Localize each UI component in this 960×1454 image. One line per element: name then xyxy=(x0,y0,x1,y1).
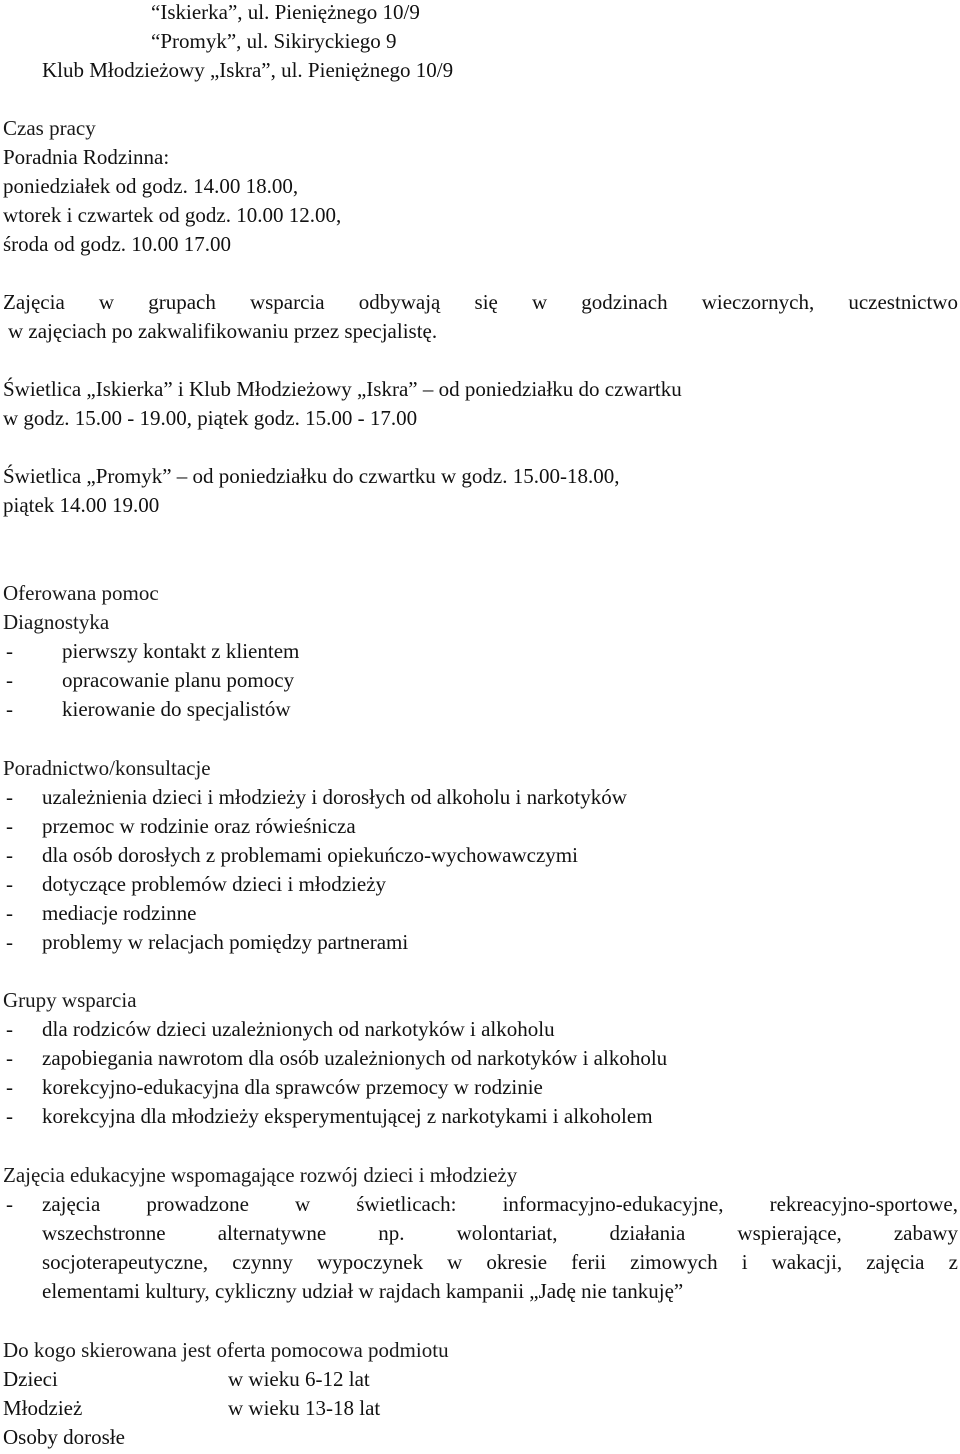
diagnostics-heading: Diagnostyka xyxy=(3,610,110,634)
education-heading: Zajęcia edukacyjne wspomagające rozwój dzieci i młodzieży xyxy=(3,1163,518,1187)
counseling-item: dla osób dorosłych z problemami opiekuńczo-wychowawczymi xyxy=(42,843,578,867)
word: zajęcia xyxy=(42,1192,101,1216)
support-group-item: zapobiegania nawrotom dla osób uzależnionych od narkotyków i alkoholu xyxy=(42,1046,668,1070)
dash-bullet: - xyxy=(6,668,13,692)
education-line1 xyxy=(42,1190,958,1219)
hours-heading: Czas pracy xyxy=(3,116,96,140)
word: działania xyxy=(609,1221,686,1245)
iskierka-hours-line1: Świetlica „Iskierka” i Klub Młodzieżowy „Iskra” – od poniedziałku do czwartku xyxy=(3,377,682,401)
word: socjoterapeutyczne, xyxy=(42,1250,209,1274)
word: wieczornych, xyxy=(701,290,815,314)
support-group-item: korekcyjno-edukacyjna dla sprawców przemocy w rodzinie xyxy=(42,1075,543,1099)
support-group-item: korekcyjna dla młodzieży eksperymentującej z narkotykami i alkoholem xyxy=(42,1104,653,1128)
word: w xyxy=(98,290,115,314)
word: zimowych xyxy=(630,1250,718,1274)
word: godzinach xyxy=(581,290,668,314)
dash-bullet: - xyxy=(6,1017,13,1041)
word: zabawy xyxy=(893,1221,958,1245)
offer-heading: Oferowana pomoc xyxy=(3,581,159,605)
word: z xyxy=(948,1250,958,1274)
word: okresie xyxy=(486,1250,548,1274)
dash-bullet: - xyxy=(6,639,13,663)
dash-bullet: - xyxy=(6,814,13,838)
education-line2 xyxy=(42,1219,958,1248)
target-value: w wieku 6-12 lat xyxy=(228,1367,370,1391)
word: rekreacyjno-sportowe, xyxy=(769,1192,958,1216)
dash-bullet: - xyxy=(6,1192,13,1216)
address-iskierka: “Iskierka”, ul. Pieniężnego 10/9 xyxy=(151,0,420,24)
word: wsparcia xyxy=(249,290,325,314)
promyk-hours-line2: piątek 14.00 19.00 xyxy=(3,493,160,517)
hours-wednesday: środa od godz. 10.00 17.00 xyxy=(3,232,232,256)
counseling-item: uzależnienia dzieci i młodzieży i dorosłych od alkoholu i narkotyków xyxy=(42,785,627,809)
counseling-heading: Poradnictwo/konsultacje xyxy=(3,756,211,780)
education-line3 xyxy=(42,1248,958,1277)
support-group-item: dla rodziców dzieci uzależnionych od narkotyków i alkoholu xyxy=(42,1017,555,1041)
target-value: w wieku 13-18 lat xyxy=(228,1396,381,1420)
target-heading: Do kogo skierowana jest oferta pomocowa podmiotu xyxy=(3,1338,449,1362)
groups-text-line2: w zajęciach po zakwalifikowaniu przez specjalistę. xyxy=(8,319,438,343)
word: i xyxy=(741,1250,748,1274)
word: wolontariat, xyxy=(456,1221,558,1245)
word: świetlicach: xyxy=(356,1192,457,1216)
dash-bullet: - xyxy=(6,1046,13,1070)
word: ferii xyxy=(571,1250,607,1274)
word: zajęcia xyxy=(866,1250,925,1274)
word: wypoczynek xyxy=(316,1250,424,1274)
dash-bullet: - xyxy=(6,843,13,867)
target-label: Osoby dorosłe xyxy=(3,1425,125,1449)
education-line4: elementami kultury, cykliczny udział w rajdach kampanii „Jadę nie tankuję” xyxy=(42,1279,684,1303)
word: w xyxy=(531,290,548,314)
counseling-item: problemy w relacjach pomiędzy partnerami xyxy=(42,930,409,954)
diagnostics-item: pierwszy kontakt z klientem xyxy=(62,639,300,663)
word: w xyxy=(295,1192,311,1216)
word: w xyxy=(447,1250,463,1274)
diagnostics-item: opracowanie planu pomocy xyxy=(62,668,295,692)
diagnostics-item: kierowanie do specjalistów xyxy=(62,697,291,721)
word: się xyxy=(474,290,498,314)
counseling-item: mediacje rodzinne xyxy=(42,901,197,925)
dash-bullet: - xyxy=(6,785,13,809)
word: informacyjno-edukacyjne, xyxy=(502,1192,724,1216)
target-label: Dzieci xyxy=(3,1367,58,1391)
word: uczestnictwo xyxy=(848,290,958,314)
word: wszechstronne xyxy=(42,1221,166,1245)
target-label: Młodzież xyxy=(3,1396,83,1420)
promyk-hours-line1: Świetlica „Promyk” – od poniedziałku do czwartku w godz. 15.00-18.00, xyxy=(3,464,620,488)
support-groups-heading: Grupy wsparcia xyxy=(3,988,137,1012)
dash-bullet: - xyxy=(6,697,13,721)
hours-subheading: Poradnia Rodzinna: xyxy=(3,145,170,169)
address-promyk: “Promyk”, ul. Sikiryckiego 9 xyxy=(151,29,397,53)
word: odbywają xyxy=(358,290,441,314)
counseling-item: przemoc w rodzinie oraz rówieśnicza xyxy=(42,814,356,838)
word: wakacji, xyxy=(771,1250,843,1274)
word: np. xyxy=(378,1221,405,1245)
dash-bullet: - xyxy=(6,901,13,925)
dash-bullet: - xyxy=(6,1075,13,1099)
word: Zajęcia xyxy=(3,290,65,314)
word: czynny xyxy=(232,1250,293,1274)
dash-bullet: - xyxy=(6,872,13,896)
word: prowadzone xyxy=(146,1192,249,1216)
counseling-item: dotyczące problemów dzieci i młodzieży xyxy=(42,872,387,896)
word: grupach xyxy=(148,290,216,314)
word: alternatywne xyxy=(217,1221,327,1245)
word: wspierające, xyxy=(737,1221,842,1245)
iskierka-hours-line2: w godz. 15.00 - 19.00, piątek godz. 15.00 - 17.00 xyxy=(3,406,418,430)
groups-text-line1 xyxy=(3,288,958,317)
dash-bullet: - xyxy=(6,930,13,954)
dash-bullet: - xyxy=(6,1104,13,1128)
hours-tue-thu: wtorek i czwartek od godz. 10.00 12.00, xyxy=(3,203,342,227)
address-iskra: Klub Młodzieżowy „Iskra”, ul. Pieniężnego 10/9 xyxy=(42,58,454,82)
hours-monday: poniedziałek od godz. 14.00 18.00, xyxy=(3,174,299,198)
